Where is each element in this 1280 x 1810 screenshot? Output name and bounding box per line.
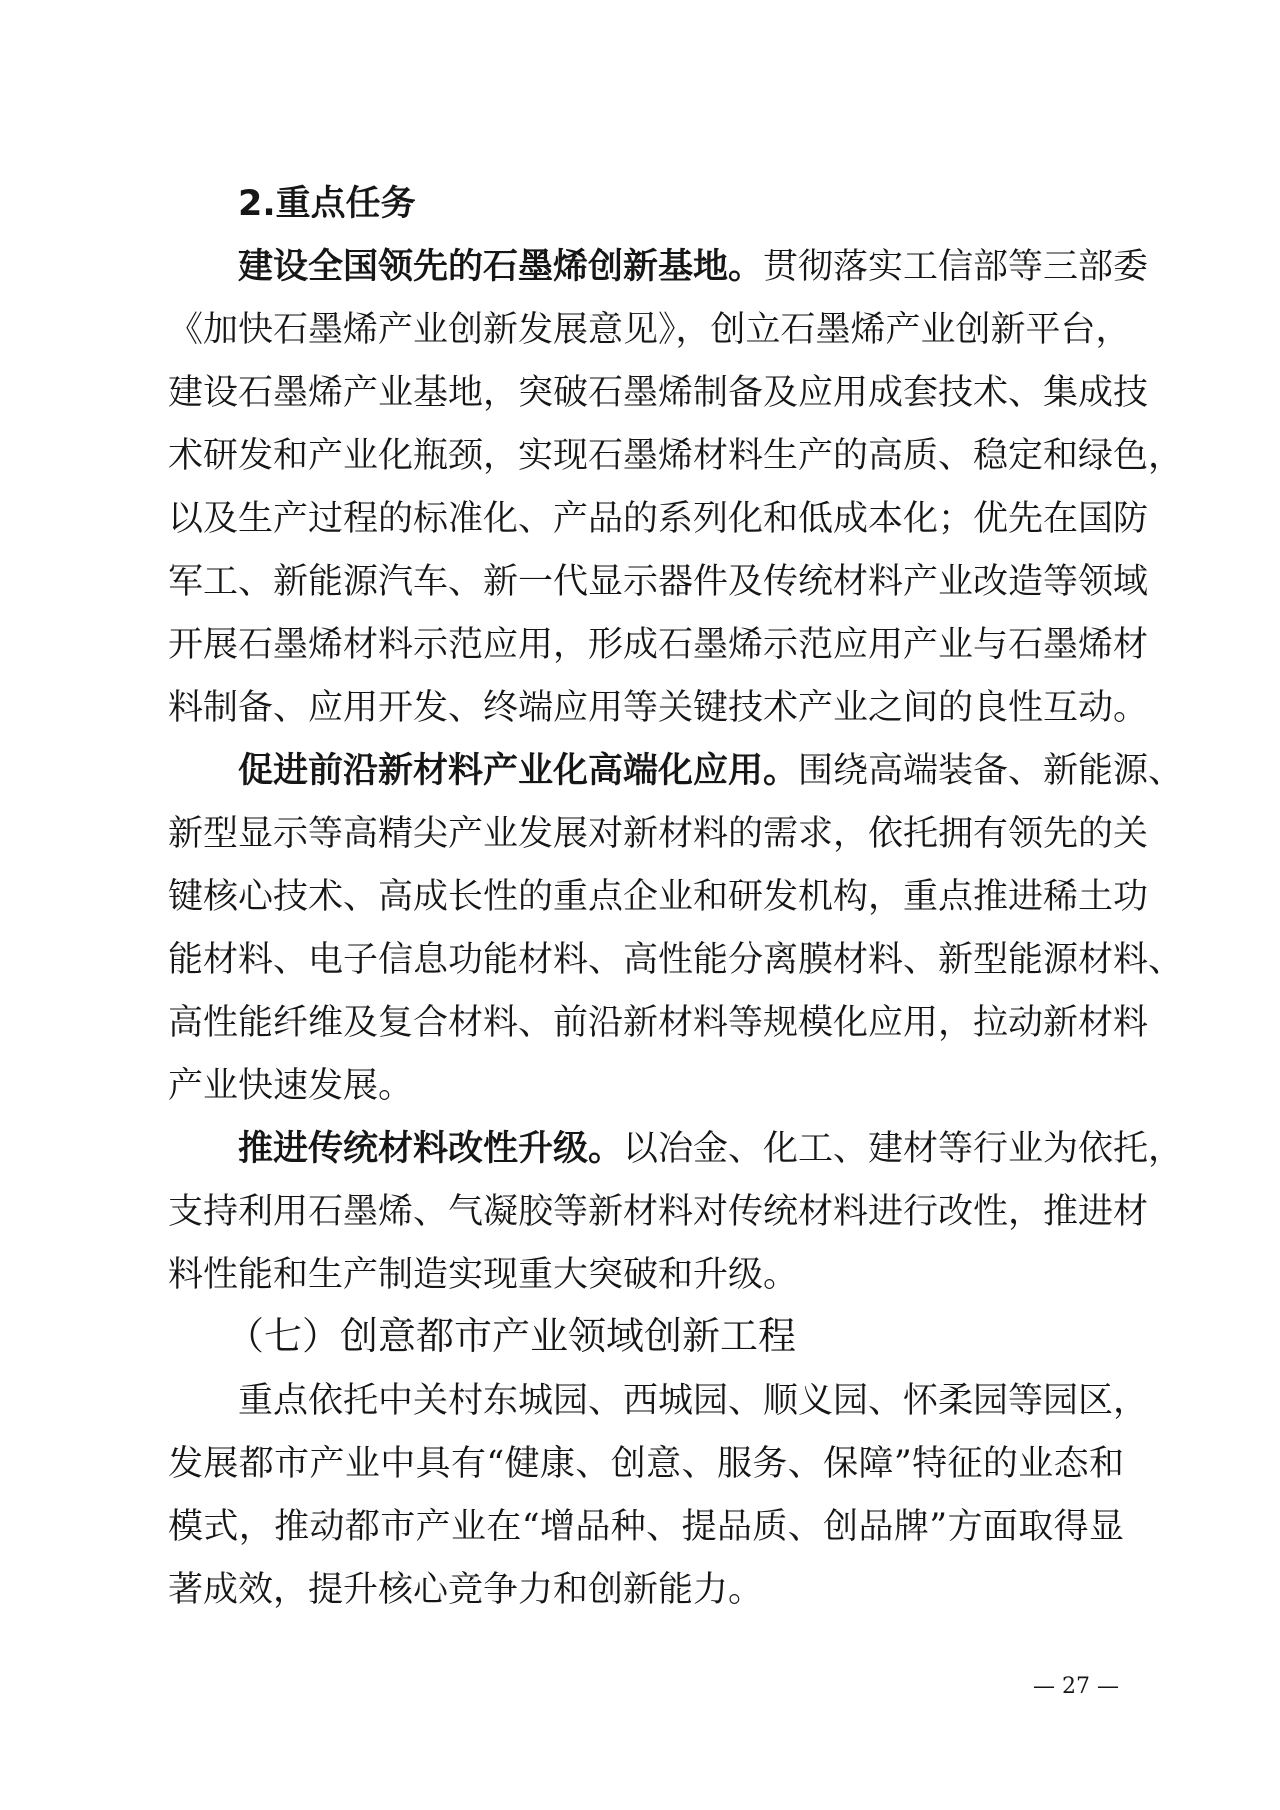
heading-key-tasks: 2.重点任务 — [238, 184, 416, 224]
paragraph-traditional-line-1 — [238, 1127, 1184, 1171]
paragraph-traditional-line-2: 支持利用石墨烯、气凝胶等新材料对传统材料进行改性，推进材 — [168, 1192, 1149, 1232]
paragraph-frontier-line-1 — [238, 749, 1184, 793]
paragraph-graphene-line-3: 建设石墨烯产业基地，突破石墨烯制备及应用成套技术、集成技 — [168, 373, 1149, 413]
paragraph-graphene-line-8: 料制备、应用开发、终端应用等关键技术产业之间的良性互动。 — [168, 688, 1149, 728]
paragraph-graphene-lead: 建设全国领先的石墨烯创新基地。 — [238, 247, 764, 287]
paragraph-frontier-lead: 促进前沿新材料产业化高端化应用。 — [238, 751, 799, 791]
paragraph-graphene-line-6: 军工、新能源汽车、新一代显示器件及传统材料产业改造等领域 — [168, 562, 1149, 602]
paragraph-graphene-line-2: 《加快石墨烯产业创新发展意见》，创立石墨烯产业创新平台， — [168, 310, 1131, 350]
paragraph-frontier-text: 围绕高端装备、新能源、 — [798, 751, 1184, 791]
paragraph-graphene-line-4: 术研发和产业化瓶颈，实现石墨烯材料生产的高质、稳定和绿色， — [168, 436, 1184, 476]
section-heading-creative-urban: （七）创意都市产业领域创新工程 — [226, 1314, 797, 1358]
paragraph-graphene-text: 贯彻落实工信部等三部委 — [763, 247, 1149, 287]
paragraph-frontier-line-5: 高性能纤维及复合材料、前沿新材料等规模化应用，拉动新材料 — [168, 1003, 1149, 1043]
paragraph-graphene-line-1 — [238, 245, 1149, 289]
paragraph-frontier-line-2: 新型显示等高精尖产业发展对新材料的需求，依托拥有领先的关 — [168, 814, 1149, 854]
paragraph-graphene-line-5: 以及生产过程的标准化、产品的系列化和低成本化；优先在国防 — [168, 499, 1149, 539]
paragraph-traditional-line-3: 料性能和生产制造实现重大突破和升级。 — [168, 1255, 799, 1295]
page-number: — 27 — — [1033, 1674, 1119, 1699]
paragraph-traditional-lead: 推进传统材料改性升级。 — [238, 1129, 624, 1169]
paragraph-urban-line-3: 模式，推动都市产业在“增品种、提品质、创品牌”方面取得显 — [168, 1507, 1124, 1547]
paragraph-urban-line-2: 发展都市产业中具有“健康、创意、服务、保障”特征的业态和 — [168, 1444, 1124, 1484]
paragraph-urban-line-1: 重点依托中关村东城园、西城园、顺义园、怀柔园等园区， — [238, 1381, 1149, 1421]
paragraph-frontier-line-4: 能材料、电子信息功能材料、高性能分离膜材料、新型能源材料、 — [168, 940, 1184, 980]
paragraph-traditional-text: 以冶金、化工、建材等行业为依托， — [623, 1129, 1184, 1169]
paragraph-graphene-line-7: 开展石墨烯材料示范应用，形成石墨烯示范应用产业与石墨烯材 — [168, 625, 1149, 665]
paragraph-frontier-line-3: 键核心技术、高成长性的重点企业和研发机构，重点推进稀土功 — [168, 877, 1149, 917]
paragraph-urban-line-4: 著成效，提升核心竞争力和创新能力。 — [168, 1570, 764, 1610]
paragraph-frontier-line-6: 产业快速发展。 — [168, 1066, 414, 1106]
